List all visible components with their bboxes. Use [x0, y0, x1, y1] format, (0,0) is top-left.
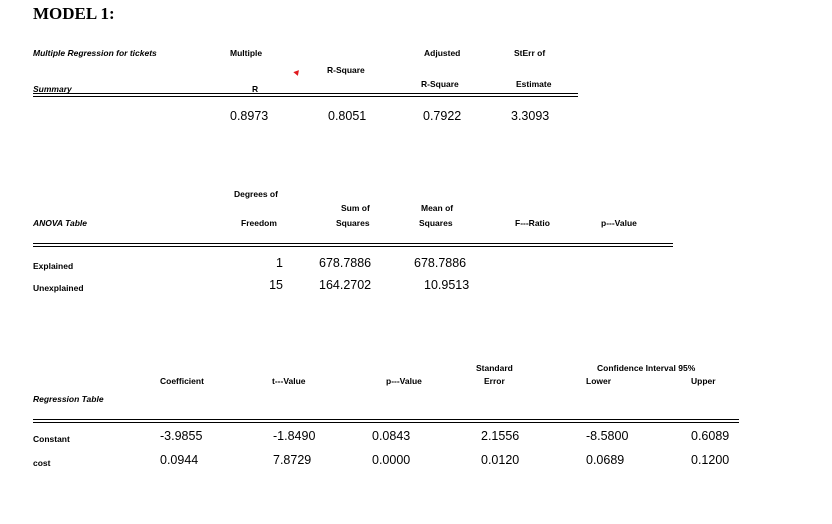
summary-title: Multiple Regression for tickets — [33, 48, 157, 58]
header-sterr-line1: StErr of — [514, 48, 546, 58]
header-multiple-r-line1: Multiple — [230, 48, 263, 58]
anova-row-label: Explained — [33, 261, 74, 271]
ci-upper-value: 0.1200 — [691, 453, 730, 467]
value-sterr: 3.3093 — [511, 109, 550, 123]
value-adjusted-r-square: 0.7922 — [423, 109, 462, 123]
regression-row-label: Constant — [33, 434, 70, 444]
header-sterr-line2: Estimate — [516, 79, 552, 89]
ci-upper-value: 0.6089 — [691, 429, 730, 443]
header-t-value: t---Value — [272, 376, 306, 386]
anova-title: ANOVA Table — [33, 218, 87, 228]
regression-header-rule — [33, 419, 739, 423]
coefficient-value: 0.0944 — [160, 453, 199, 467]
page-title: MODEL 1: — [33, 4, 115, 23]
header-lower: Lower — [586, 376, 612, 386]
ci-lower-value: 0.0689 — [586, 453, 625, 467]
summary-header-rule — [33, 93, 578, 97]
header-se-line1: Standard — [476, 363, 513, 373]
header-df-line1: Degrees of — [234, 189, 278, 199]
summary-subtitle: Summary — [33, 84, 72, 94]
header-f-ratio: F---Ratio — [515, 218, 550, 228]
header-anova-p-value: p---Value — [601, 218, 637, 228]
anova-ms: 10.9513 — [424, 278, 470, 292]
header-adjusted-line2: R-Square — [421, 79, 459, 89]
header-ms-line1: Mean of — [421, 203, 454, 213]
header-ss-line2: Squares — [336, 218, 370, 228]
header-multiple-r-line2: R — [252, 84, 259, 94]
t-value: 7.8729 — [273, 453, 312, 467]
header-ms-line2: Squares — [419, 218, 453, 228]
header-ss-line1: Sum of — [341, 203, 370, 213]
anova-ms: 678.7886 — [414, 256, 467, 270]
red-cursor-mark-icon — [293, 70, 300, 77]
p-value: 0.0843 — [372, 429, 411, 443]
anova-ss: 678.7886 — [319, 256, 372, 270]
header-se-line2: Error — [484, 376, 505, 386]
value-multiple-r: 0.8973 — [230, 109, 269, 123]
anova-df: 15 — [269, 278, 283, 292]
anova-header-rule — [33, 243, 673, 247]
header-reg-p-value: p---Value — [386, 376, 422, 386]
standard-error-value: 2.1556 — [481, 429, 520, 443]
header-coefficient: Coefficient — [160, 376, 204, 386]
header-df-line2: Freedom — [241, 218, 277, 228]
ci-lower-value: -8.5800 — [586, 429, 629, 443]
t-value: -1.8490 — [273, 429, 316, 443]
regression-title: Regression Table — [33, 394, 104, 404]
coefficient-value: -3.9855 — [160, 429, 203, 443]
regression-row-label: cost — [33, 458, 51, 468]
header-confidence-interval: Confidence Interval 95% — [597, 363, 696, 373]
value-r-square: 0.8051 — [328, 109, 367, 123]
anova-row-label: Unexplained — [33, 283, 84, 293]
header-r-square: R-Square — [327, 65, 365, 75]
standard-error-value: 0.0120 — [481, 453, 520, 467]
header-adjusted-line1: Adjusted — [424, 48, 461, 58]
anova-ss: 164.2702 — [319, 278, 372, 292]
p-value: 0.0000 — [372, 453, 411, 467]
header-upper: Upper — [691, 376, 716, 386]
anova-df: 1 — [276, 256, 283, 270]
